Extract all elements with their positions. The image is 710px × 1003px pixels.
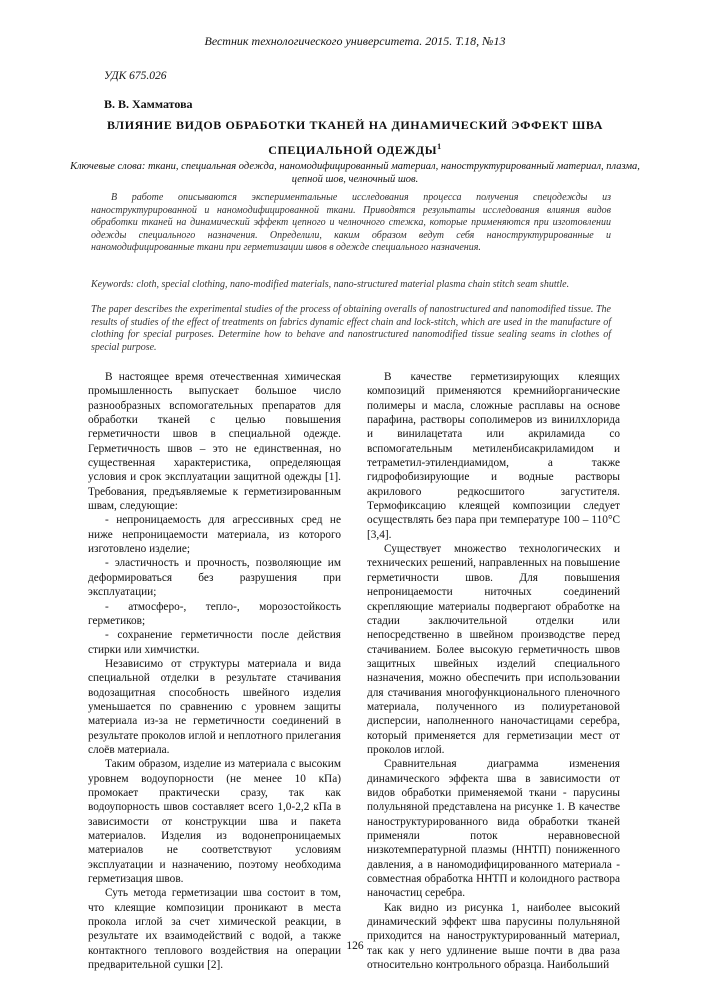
- keywords-russian: Ключевые слова: ткани, специальная одежда, наномодифицированный материал, наноструктурированный материал, плазма, цепной шов, челночный шов.: [70, 161, 640, 185]
- author-name: В. В. Хамматова: [104, 97, 193, 111]
- keywords-english: Keywords: cloth, special clothing, nano-modified materials, nano-structured material plasma chain stitch seam shuttle.: [91, 279, 570, 290]
- udk-code: УДК 675.026: [104, 70, 167, 82]
- abstract-english: The paper describes the experimental studies of the process of obtaining overalls of nanostructured and nanomodified tissue. The results of studies of the effect of treatments on fabrics dynamic effect chain and lock-stitch, which are used in the manufacture of clothing for special purposes. Determine how to behave and nanostructured nanomodified tissue sealing seams in clothes of special purpose.: [91, 304, 611, 353]
- paragraph: В качестве герметизирующих клеящих композиций применяются кремнийорганические полимеры и масла, сложные расплавы на основе парафина, растворы сополимеров из винилхлорида и винилацетата или акриламида со вспомогательным метиленбисакриламидом и тетраметил-этилендиамидом, а также гидрофобизирующие и водные растворы акрилового редкосшитого загустителя. Термофиксацию клеящей композиции следует осуществлять без пара при температуре 100 – 110°С [3,4].: [367, 371, 620, 541]
- paragraph: Существует множество технологических и технических решений, направленных на повышение герметичности швов. Для повышения непроницаемости ниточных соединений скрепляющие материалы подвергают обработке на стадии заключительной отделки или непосредственно в швейном производстве перед стачиванием. Более высокую герметичность швов защитных швейных изделий специального назначения, можно обеспечить при использовании для стачивания многофункционального пленочного материала, полученного из полиуретановой дисперсии, наполненного наночастицами серебра, который применяется для герметизации мест от проколов иглой.: [367, 543, 620, 756]
- list-item: - эластичность и прочность, позволяющие им деформироваться без разрушения при эксплуатации;: [88, 557, 341, 599]
- list-item: - непроницаемость для агрессивных сред не ниже непроницаемости материала, из которого изготовлено изделие;: [88, 514, 341, 556]
- paragraph: Как видно из рисунка 1, наиболее высокий динамический эффект шва парусины полульняной приходится на наноструктурированный материал, так как у него удлинение выше почти в два раза относительно контрольного образца. Наибольший: [367, 901, 620, 972]
- paragraph: Таким образом, изделие из материала с высоким уровнем водоупорности (не менее 10 кПа) промокает практически сразу, так как водоупорность швов составляет всего 1,0-2,2 кПа в зависимости от конструкции шва и пакета материалов. Изделия из водонепроницаемых материалов не соответствуют условиям эксплуатации и назначению, поэтому необходима герметизация швов.: [88, 758, 341, 886]
- title-line-2-text: СПЕЦИАЛЬНОЙ ОДЕЖДЫ: [268, 143, 438, 157]
- article-title: [100, 114, 610, 161]
- page-number: 126: [346, 940, 364, 952]
- list-item: - сохранение герметичности после действия стирки или химчистки.: [88, 629, 341, 656]
- paragraph: Сравнительная диаграмма изменения динамического эффекта шва в зависимости от видов обработки применяемой ткани - парусины полульняной представлена на рисунке 1. В качестве наноструктурированного вида обработки тканей применяли поток неравновесной низкотемпературной плазмы (ННТП) пониженного давления, а в наномодифицированного материала - совместная обработка ННТП и колоидного раствора наночастиц серебра.: [367, 758, 620, 900]
- paragraph: Суть метода герметизации шва состоит в том, что клеящие композиции проникают в места прокола иглой за счет химической реакции, в результате их взаимодействий с водой, а также контактного теплового воздействия на операции предварительной сушки [2].: [88, 887, 341, 972]
- paragraph: В настоящее время отечественная химическая промышленность выпускает большое число разнообразных вспомогательных препаратов для обработки тканей с целью повышения герметичности швов в специальной одежде. Герметичность швов – это не единственная, но существенная характеристика, определяющая условия и срок эксплуатации защитной одежды [1]. Требования, предъявляемые к герметизированным швам, следующие:: [88, 371, 341, 513]
- abstract-russian: В работе описываются экспериментальные исследования процесса получения спецодежды из наноструктурированной и наномодифицированной ткани. Приводятся результаты исследования влияния видов обработки тканей на динамический эффект цепного и челночного стежка, которые применяются при изготовлении одежды специального назначения. Определили, каким образом ведут себя наноструктурированные и наномодифицированные ткани при герметизации швов в одежде специального назначения.: [91, 192, 611, 254]
- title-footnote-mark: 1: [437, 142, 442, 151]
- running-header: Вестник технологического университета. 2015. Т.18, №13: [204, 34, 506, 48]
- paragraph: Независимо от структуры материала и вида специальной отделки в результате стачивания водозащитная способность швейного изделия уменьшается по сравнению с уровнем защиты материала из-за не герметичности соединений в результате проколов иглой и неплотного прилегания слоёв материала.: [88, 657, 341, 756]
- body-column-right: [367, 370, 620, 972]
- body-column-left: [88, 370, 341, 972]
- list-item: - атмосферо-, тепло-, морозостойкость герметиков;: [88, 600, 341, 627]
- title-line-1: ВЛИЯНИЕ ВИДОВ ОБРАБОТКИ ТКАНЕЙ НА ДИНАМИЧЕСКИЙ ЭФФЕКТ ШВА: [107, 118, 603, 132]
- title-line-2: [100, 136, 610, 161]
